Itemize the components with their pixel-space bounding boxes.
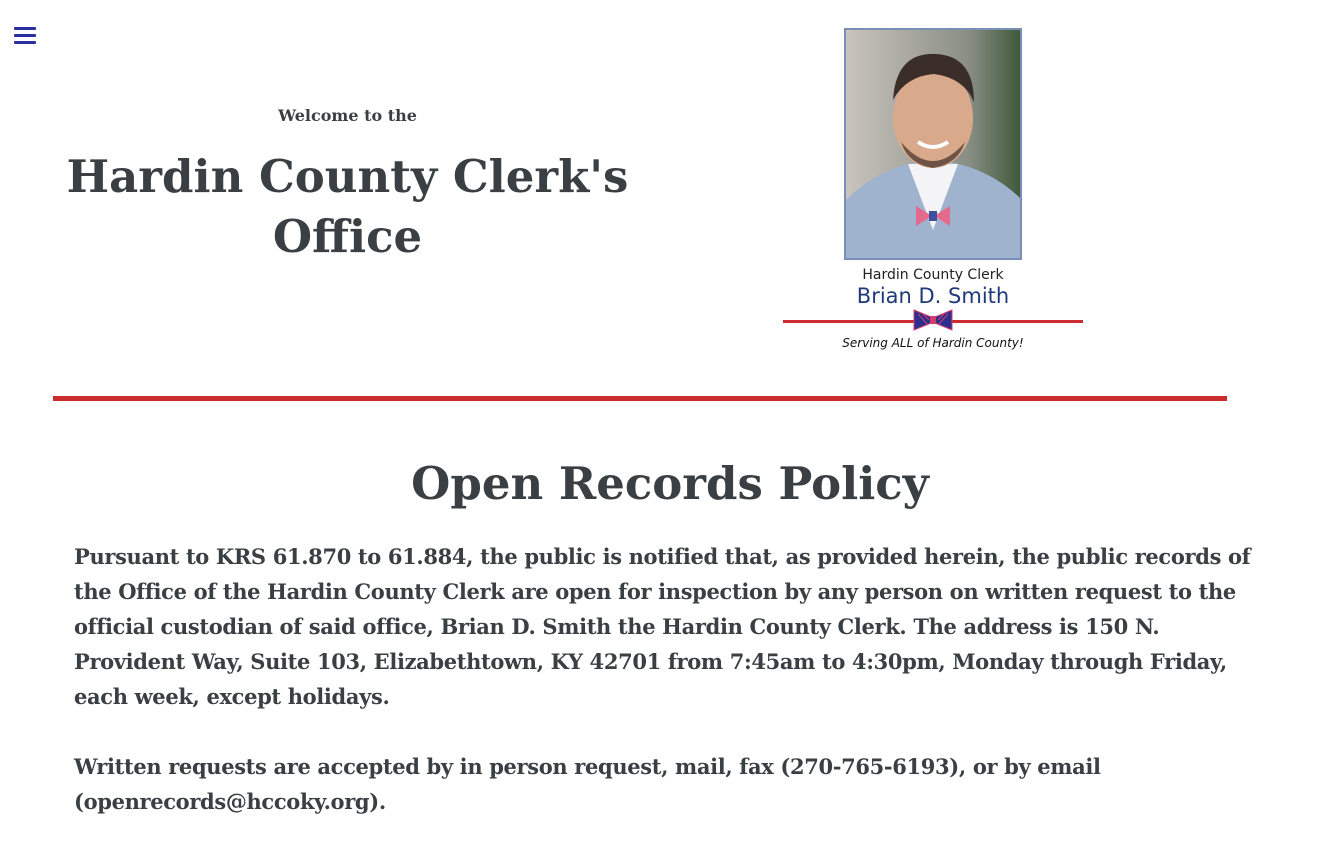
welcome-text: Welcome to the	[278, 106, 417, 125]
policy-paragraph: Written requests are accepted by in person request, mail, fax (270-765-6193), or by email (openrecords@hccoky.org).	[74, 754, 1101, 814]
clerk-tagline: Serving ALL of Hardin County!	[842, 336, 1024, 350]
clerk-name: Brian D. Smith	[856, 284, 1010, 308]
hamburger-menu-icon[interactable]	[14, 27, 36, 47]
bow-tie-divider	[783, 308, 1083, 332]
clerk-portrait	[844, 28, 1022, 260]
header-welcome-block	[60, 106, 635, 267]
site-title: Hardin County Clerk's Office	[66, 150, 629, 263]
policy-title: Open Records Policy	[411, 457, 929, 510]
header-divider	[53, 396, 1227, 401]
bow-tie-icon	[912, 308, 954, 332]
clerk-role: Hardin County Clerk	[862, 267, 1004, 283]
clerk-badge	[783, 28, 1083, 350]
policy-paragraph: Pursuant to KRS 61.870 to 61.884, the public is notified that, as provided herein, the public records of the Office of the Hardin County Clerk are open for inspection by any person on written request to the official custodian of said office, Brian D. Smith the Hardin County Clerk. The address is 150 N. Provident Way, Suite 103, Elizabethtown, KY 42701 from 7:45am to 4:30pm, Monday through Friday, each week, except holidays.	[74, 544, 1251, 709]
policy-body	[74, 539, 1264, 854]
